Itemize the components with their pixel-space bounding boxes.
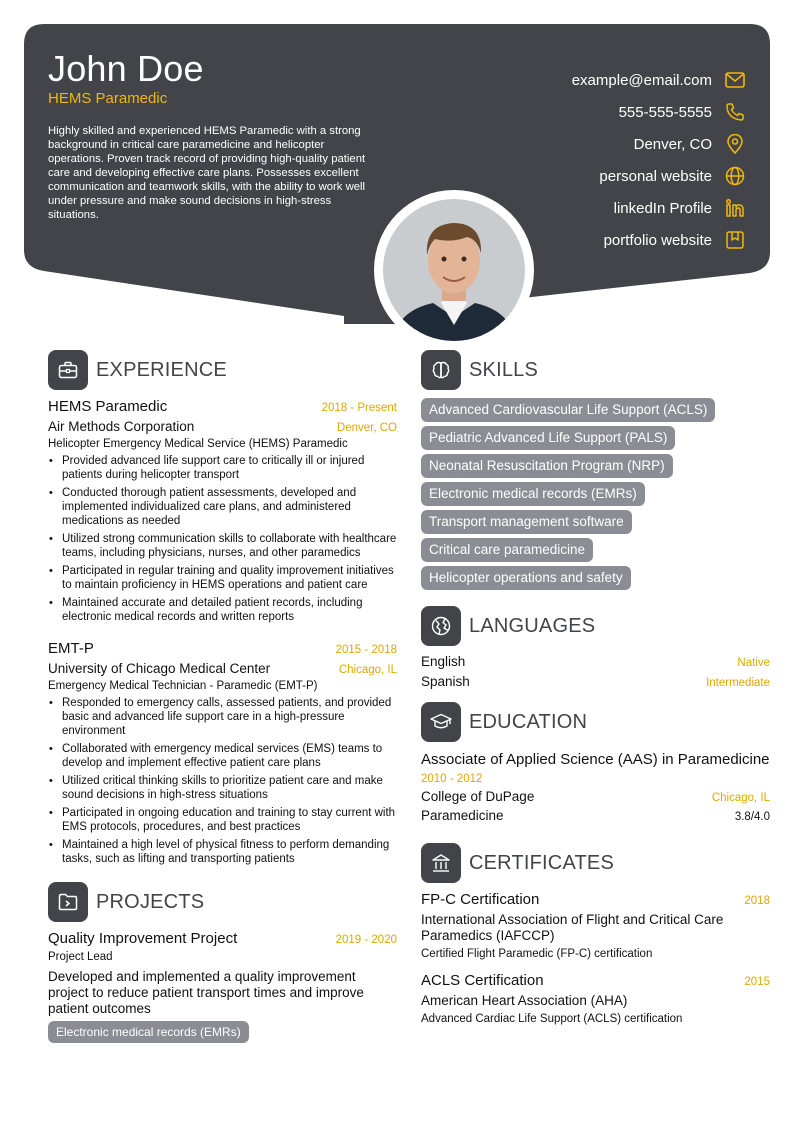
list-item: • Responded to emergency calls, assessed patients, and provided basic and advanced life support care in a high-pressure environment (48, 696, 397, 738)
contact-website-text[interactable]: personal website (599, 167, 712, 185)
experience-section-header (48, 350, 397, 390)
education-section-header (421, 702, 770, 742)
skill-pill: Helicopter operations and safety (421, 566, 631, 590)
certificate-title: FP-C Certification (421, 891, 540, 908)
job-entry (48, 640, 397, 866)
certificates-title: CERTIFICATES (469, 851, 615, 874)
right-column (421, 350, 770, 1025)
language-name: English (421, 654, 466, 669)
job-location: Denver, CO (336, 422, 397, 434)
education-entry (421, 750, 770, 823)
languages-list (421, 654, 770, 694)
globe-icon (724, 165, 746, 187)
skill-pill: Transport management software (421, 510, 632, 534)
job-location: Chicago, IL (338, 664, 397, 676)
brain-icon (421, 350, 461, 390)
list-item: • Utilized critical thinking skills to prioritize patient care and make sound decisions in high-stress situations (48, 774, 397, 802)
certificate-title: ACLS Certification (421, 972, 544, 989)
certificate-org: International Association of Flight and Critical Care Paramedics (IAFCCP) (421, 912, 724, 943)
education-field: Paramedicine (421, 808, 504, 823)
certificate-entry (421, 972, 770, 1025)
list-item: • Participated in ongoing education and training to stay current with EMS protocols, procedures, and best practices (48, 806, 397, 834)
language-level: Native (737, 657, 770, 669)
project-title: Quality Improvement Project (48, 930, 238, 947)
skill-pill: Neonatal Resuscitation Program (NRP) (421, 454, 673, 478)
list-item: • Provided advanced life support care to critically ill or injured patients during helicopter transport (48, 454, 397, 482)
contact-linkedin-text[interactable]: linkedIn Profile (613, 199, 712, 217)
graduation-cap-icon (421, 702, 461, 742)
job-entry (48, 398, 397, 624)
folder-icon (48, 882, 88, 922)
job-subtitle: Helicopter Emergency Medical Service (HEMS) Paramedic (48, 438, 348, 450)
education-degree: Associate of Applied Science (AAS) in Paramedicine (421, 751, 770, 768)
list-item: • Maintained a high level of physical fitness to perform demanding tasks, such as lifting and transporting patients (48, 838, 397, 866)
job-dates: 2018 - Present (321, 402, 397, 414)
briefcase-icon (48, 350, 88, 390)
summary-text: Highly skilled and experienced HEMS Paramedic with a strong background in critical care paramedicine and helicopter operations. Proven track record of providing high-quality patient care and developing effective care plans. Possesses excellent communication and teamwork skills, with the ability to work well under pressure and make sound decisions in high-stress situations. (48, 125, 366, 221)
profile-photo (374, 190, 534, 350)
institution-icon (421, 843, 461, 883)
job-dates: 2015 - 2018 (335, 644, 397, 656)
list-item: • Collaborated with emergency medical services (EMS) teams to develop and implement effective patient care plans (48, 742, 397, 770)
language-level: Intermediate (706, 677, 770, 689)
project-tag: Electronic medical records (EMRs) (48, 1021, 249, 1043)
job-bullets (48, 696, 397, 866)
education-location: Chicago, IL (711, 792, 770, 804)
project-description: Developed and implemented a quality improvement project to reduce patient transport times and improve patient outcomes (48, 969, 364, 1016)
education-title: EDUCATION (469, 710, 588, 733)
language-icon (421, 606, 461, 646)
skill-pill: Critical care paramedicine (421, 538, 593, 562)
skill-pill: Advanced Cardiovascular Life Support (ACLS) (421, 398, 715, 422)
header-banner (24, 24, 770, 324)
skill-pill: Pediatric Advanced Life Support (PALS) (421, 426, 675, 450)
skills-list (421, 398, 770, 594)
avatar (383, 199, 525, 341)
languages-title: LANGUAGES (469, 614, 596, 637)
candidate-role: HEMS Paramedic (48, 90, 168, 107)
candidate-name: John Doe (48, 48, 204, 89)
certificate-year: 2015 (744, 976, 770, 988)
job-subtitle: Emergency Medical Technician - Paramedic (EMT-P) (48, 680, 318, 692)
language-row (421, 674, 770, 694)
project-entry (48, 930, 397, 1047)
contact-portfolio-text[interactable]: portfolio website (603, 231, 712, 249)
contact-website[interactable] (446, 160, 746, 192)
list-item: • Utilized strong communication skills to collaborate with healthcare teams, including physicians, nurses, and other paramedics (48, 532, 397, 560)
certificate-org: American Heart Association (AHA) (421, 993, 628, 1008)
contact-email[interactable] (446, 64, 746, 96)
contact-location (446, 128, 746, 160)
certificates-section-header (421, 843, 770, 883)
left-column (48, 350, 397, 1047)
phone-icon (724, 101, 746, 123)
certificate-entry (421, 891, 770, 960)
location-pin-icon (724, 133, 746, 155)
job-company: University of Chicago Medical Center (48, 661, 271, 676)
skill-pill: Electronic medical records (EMRs) (421, 482, 645, 506)
certificate-year: 2018 (744, 895, 770, 907)
job-title: EMT-P (48, 640, 94, 657)
languages-section-header (421, 606, 770, 646)
job-title: HEMS Paramedic (48, 398, 168, 415)
skills-section-header (421, 350, 770, 390)
projects-title: PROJECTS (96, 890, 205, 913)
language-name: Spanish (421, 674, 470, 689)
contact-location-text: Denver, CO (633, 135, 712, 153)
project-dates: 2019 - 2020 (335, 934, 397, 946)
skills-title: SKILLS (469, 358, 539, 381)
list-item: • Maintained accurate and detailed patient records, including electronic medical records and written reports (48, 596, 397, 624)
project-role: Project Lead (48, 951, 113, 963)
linkedin-icon (724, 197, 746, 219)
contact-email-text[interactable]: example@email.com (571, 71, 712, 89)
job-bullets (48, 454, 397, 624)
mail-icon (724, 69, 746, 91)
contact-phone-text[interactable]: 555-555-5555 (618, 103, 712, 121)
bookmark-icon (724, 229, 746, 251)
certificate-desc: Advanced Cardiac Life Support (ACLS) certification (421, 1013, 683, 1025)
language-row (421, 654, 770, 674)
list-item: • Participated in regular training and quality improvement initiatives to maintain proficiency in HEMS operations and patient care (48, 564, 397, 592)
experience-title: EXPERIENCE (96, 358, 227, 381)
contact-phone[interactable] (446, 96, 746, 128)
education-gpa: 3.8/4.0 (734, 811, 770, 823)
projects-section-header (48, 882, 397, 922)
education-school: College of DuPage (421, 789, 535, 804)
list-item: • Conducted thorough patient assessments, developed and implemented individualized care plans, and administered medications as needed (48, 486, 397, 528)
certificate-desc: Certified Flight Paramedic (FP-C) certification (421, 948, 653, 960)
job-company: Air Methods Corporation (48, 419, 195, 434)
education-dates: 2010 - 2012 (421, 773, 483, 785)
